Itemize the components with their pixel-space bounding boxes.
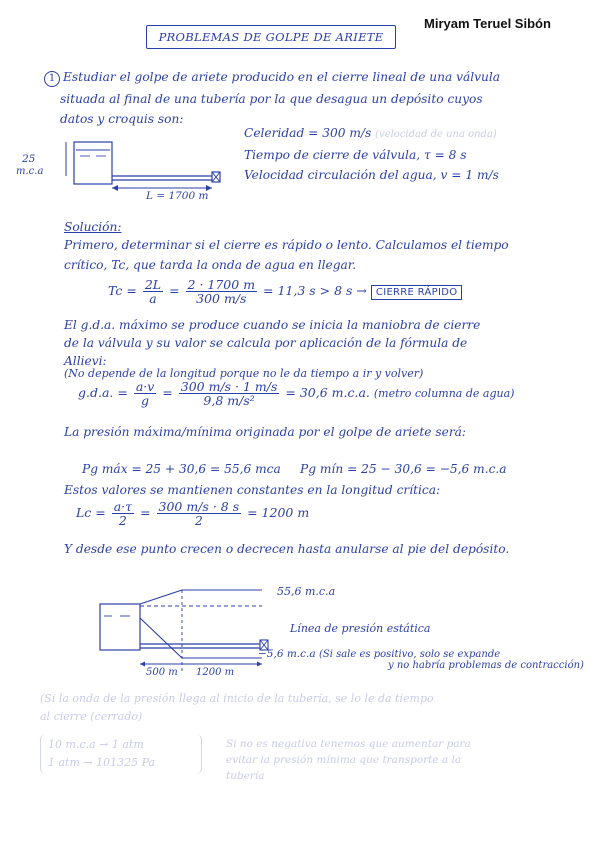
tc-mid: = xyxy=(169,283,180,298)
tank-outline xyxy=(74,142,112,184)
diagram-bottom-label xyxy=(258,648,500,660)
lc-lhs: Lc = xyxy=(76,505,106,520)
diagram-static-label: Línea de presión estática xyxy=(290,622,431,635)
author-name: Miryam Teruel Sibón xyxy=(424,16,551,31)
gda-lhs: g.d.a. = xyxy=(78,385,128,400)
bleed-through-right-3: tubería xyxy=(226,770,265,782)
page-title-box xyxy=(146,25,396,49)
gda-equation xyxy=(78,380,514,407)
bleed-through-line-2: al cierre (cerrado) xyxy=(40,710,143,723)
tc-num-2: 2 · 1700 m xyxy=(187,277,256,292)
problem-statement-line-2: situada al final de una tubería por la que desagua un depósito cuyos xyxy=(60,92,483,106)
solution-p5: Y desde ese punto crecen o decrecen hasta anularse al pie del depósito. xyxy=(64,542,510,556)
data-celerity xyxy=(244,126,497,140)
tank-pipe-sketch xyxy=(14,136,244,196)
solution-p1-line-1: Primero, determinar si el cierre es rápido o lento. Calculamos el tiempo xyxy=(64,238,509,252)
gda-num-1: a·v xyxy=(135,379,155,394)
fast-closure-box: CIERRE RÁPIDO xyxy=(371,285,462,300)
solution-p2-line-1: El g.d.a. máximo se produce cuando se inicia la maniobra de cierre xyxy=(64,318,481,332)
problem-number-circle: 1 xyxy=(44,71,60,87)
tc-den-1: a xyxy=(149,291,157,306)
tc-den-2: 300 m/s xyxy=(196,291,247,306)
solution-p1-line-2: crítico, Tc, que tarda la onda de agua en llegar. xyxy=(64,258,357,272)
diagram-top-label: 55,6 m.c.a xyxy=(277,585,336,598)
statement-text-1: Estudiar el golpe de ariete producido en el cierre lineal de una válvula xyxy=(63,70,501,84)
min-pressure-value: −5,6 m.c.a xyxy=(258,648,316,660)
gda-eq: = xyxy=(162,385,173,400)
bleed-through-conversion-1: 10 m.c.a → 1 atm xyxy=(48,738,144,751)
pressure-max: Pg máx = 25 + 30,6 = 55,6 mca xyxy=(82,462,281,476)
solution-p4: Estos valores se mantienen constantes en la longitud crítica: xyxy=(64,483,441,497)
data-closing-time: Tiempo de cierre de válvula, τ = 8 s xyxy=(244,148,467,162)
tc-lhs: Tc = xyxy=(108,283,137,298)
lc-num-2: 300 m/s · 8 s xyxy=(158,499,240,514)
min-pressure-drop xyxy=(140,618,182,658)
problem-statement-line-1 xyxy=(44,70,500,87)
pressure-line-diagram xyxy=(94,578,274,682)
sketch-height-unit: m.c.a xyxy=(16,166,44,177)
bleed-through-conversion-2: 1 atm → 101325 Pa xyxy=(48,756,156,769)
solution-p2-line-2: de la válvula y su valor se calcula por aplicación de la fórmula de xyxy=(64,336,468,350)
data-water-velocity: Velocidad circulación del agua, v = 1 m/s xyxy=(244,168,499,182)
arrow-right-icon xyxy=(257,662,262,667)
arrow-left-icon xyxy=(112,185,118,191)
diagram-dim-left: 500 m xyxy=(146,667,178,678)
solution-heading: Solución: xyxy=(64,220,122,234)
diagram-note-2: y no habría problemas de contracción) xyxy=(388,660,584,671)
tc-fraction-1 xyxy=(143,278,163,305)
gda-fraction-2 xyxy=(179,380,280,407)
sketch-height-value: 25 xyxy=(22,153,36,165)
bleed-through-line-1: (Si la onda de la presión llega al inicio de la tubería, se lo le da tiempo xyxy=(40,692,434,705)
diagram-tank-outline xyxy=(100,604,140,650)
tc-num-1: 2L xyxy=(144,277,162,292)
gda-note: (metro columna de agua) xyxy=(373,387,515,400)
bleed-through-right-1: Si no es negativa tenemos que aumentar para xyxy=(226,738,471,750)
gda-fraction-1 xyxy=(134,380,157,407)
lc-eq: = xyxy=(140,505,151,520)
tc-fraction-2 xyxy=(186,278,258,305)
solution-p3: La presión máxima/mínima originada por el golpe de ariete será: xyxy=(64,425,467,439)
tc-result: = 11,3 s > 8 s → xyxy=(263,283,367,298)
lc-fraction-1 xyxy=(112,500,134,527)
lc-den-2: 2 xyxy=(194,513,203,528)
tc-equation xyxy=(108,278,462,305)
lc-result: = 1200 m xyxy=(247,505,310,520)
lc-equation xyxy=(76,500,309,527)
lc-fraction-2 xyxy=(157,500,242,527)
celerity-note: (velocidad de una onda) xyxy=(375,129,497,140)
gda-den-1: g xyxy=(141,393,150,408)
sketch-length: L = 1700 m xyxy=(146,190,209,202)
gda-den-2: 9,8 m/s² xyxy=(203,393,255,408)
solution-p2-line-3: Allievi: xyxy=(64,354,107,368)
arrow-left-icon xyxy=(140,662,145,667)
diagram-dim-right: 1200 m xyxy=(196,667,235,678)
lc-num-1: a·τ xyxy=(113,499,133,514)
pressure-min: Pg mín = 25 − 30,6 = −5,6 m.c.a xyxy=(300,462,507,476)
celerity-value: Celeridad = 300 m/s xyxy=(244,126,372,140)
diagram-note-1: (Si sale es positivo, solo se expande xyxy=(318,649,501,660)
problem-statement-line-3: datos y croquis son: xyxy=(60,112,184,126)
gda-num-2: 300 m/s · 1 m/s xyxy=(180,379,278,394)
lc-den-1: 2 xyxy=(118,513,127,528)
solution-p2-note: (No depende de la longitud porque no le da tiempo a ir y volver) xyxy=(64,367,424,380)
max-pressure-rise xyxy=(140,590,182,604)
page-title: PROBLEMAS DE GOLPE DE ARIETE xyxy=(158,30,384,44)
bleed-through-right-2: evitar la presión mínima que transporte a la xyxy=(226,754,462,766)
gda-result: = 30,6 m.c.a. xyxy=(285,385,370,400)
